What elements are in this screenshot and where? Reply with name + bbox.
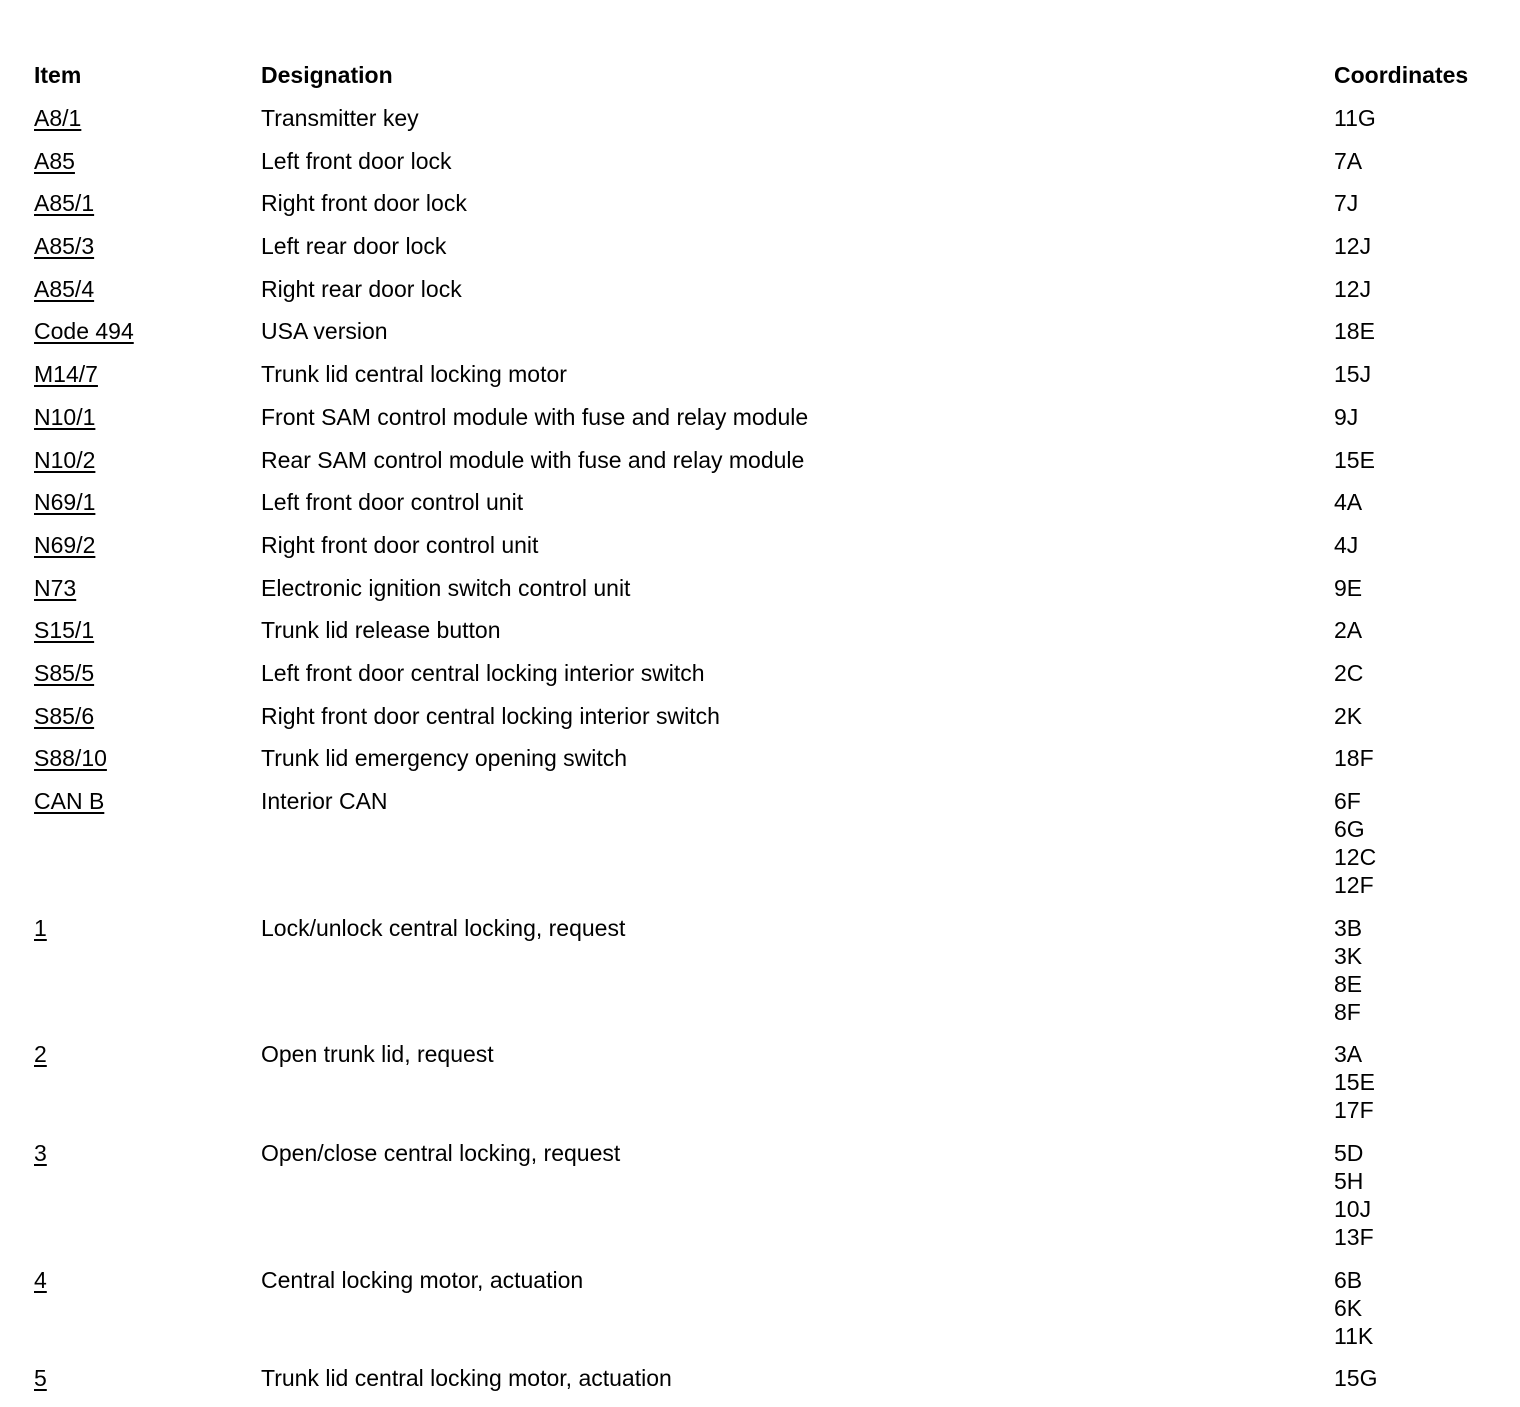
designation-text: Left front door central locking interior switch bbox=[261, 659, 705, 686]
item-link[interactable]: A85 bbox=[34, 147, 75, 174]
item-link[interactable]: 2 bbox=[34, 1041, 47, 1068]
designation-text: Front SAM control module with fuse and relay module bbox=[261, 403, 809, 430]
table-row bbox=[34, 574, 1504, 617]
item-link[interactable]: N69/2 bbox=[34, 531, 96, 558]
item-link[interactable]: S85/5 bbox=[34, 659, 95, 686]
table-row bbox=[34, 317, 1504, 360]
designation-text: Trunk lid central locking motor, actuation bbox=[261, 1365, 672, 1392]
header-designation: Designation bbox=[261, 62, 393, 88]
table-row bbox=[34, 914, 1504, 1041]
designation-text: Open/close central locking, request bbox=[261, 1140, 621, 1167]
coordinate-value: 5D bbox=[1334, 1140, 1364, 1167]
designation-text: Trunk lid central locking motor bbox=[261, 361, 567, 388]
coordinate-value: 9E bbox=[1334, 574, 1363, 601]
table-row bbox=[34, 1364, 1504, 1407]
header-item: Item bbox=[34, 62, 82, 88]
coordinate-value: 15G bbox=[1334, 1365, 1378, 1392]
designation-text: Right front door lock bbox=[261, 190, 467, 217]
coordinates-list bbox=[1334, 702, 1504, 730]
designation-text: Interior CAN bbox=[261, 788, 388, 814]
item-link[interactable]: N69/1 bbox=[34, 489, 96, 516]
designation-text: USA version bbox=[261, 318, 388, 345]
designation-text: Right front door control unit bbox=[261, 531, 539, 558]
item-link[interactable]: 5 bbox=[34, 1365, 47, 1392]
table-row bbox=[34, 232, 1504, 275]
table-row bbox=[34, 189, 1504, 232]
coordinate-value: 3A bbox=[1334, 1041, 1363, 1068]
coordinate-value: 15E bbox=[1334, 446, 1375, 473]
table-row bbox=[34, 488, 1504, 531]
designation-text: Trunk lid emergency opening switch bbox=[261, 745, 628, 772]
coordinate-value: 12J bbox=[1334, 233, 1372, 260]
item-link[interactable]: M14/7 bbox=[34, 361, 98, 388]
coordinates-list bbox=[1334, 659, 1504, 687]
designation-text: Trunk lid release button bbox=[261, 617, 501, 644]
coordinates-list bbox=[1334, 1139, 1504, 1251]
designation-text: Transmitter key bbox=[261, 105, 419, 131]
coordinates-list bbox=[1334, 1266, 1504, 1350]
table-row bbox=[34, 1139, 1504, 1266]
header-coordinates: Coordinates bbox=[1334, 62, 1469, 88]
coordinates-list bbox=[1334, 275, 1504, 303]
coordinate-value: 7A bbox=[1334, 147, 1363, 174]
coordinate-value: 15E bbox=[1334, 1069, 1375, 1096]
coordinate-value: 3K bbox=[1334, 942, 1363, 969]
coordinates-list bbox=[1334, 317, 1504, 345]
coordinate-value: 5H bbox=[1334, 1168, 1364, 1195]
item-link[interactable]: A85/4 bbox=[34, 275, 95, 302]
coordinates-list bbox=[1334, 616, 1504, 644]
table-row bbox=[34, 275, 1504, 318]
item-link[interactable]: N10/2 bbox=[34, 446, 96, 473]
coordinate-value: 11K bbox=[1334, 1322, 1374, 1349]
coordinate-value: 3B bbox=[1334, 914, 1363, 941]
item-link[interactable]: S88/10 bbox=[34, 745, 107, 772]
table-row bbox=[34, 1266, 1504, 1365]
designation-text: Central locking motor, actuation bbox=[261, 1266, 584, 1293]
table-row bbox=[34, 147, 1504, 190]
coordinate-value: 2C bbox=[1334, 659, 1364, 686]
coordinates-list bbox=[1334, 189, 1504, 217]
coordinates-list bbox=[1334, 1364, 1504, 1392]
coordinate-value: 7J bbox=[1334, 190, 1359, 217]
coordinates-list bbox=[1334, 574, 1504, 602]
item-link[interactable]: S15/1 bbox=[34, 617, 95, 644]
coordinates-list bbox=[1334, 488, 1504, 516]
coordinate-value: 4J bbox=[1334, 531, 1359, 558]
designation-text: Rear SAM control module with fuse and relay module bbox=[261, 446, 805, 473]
item-link[interactable]: 4 bbox=[34, 1266, 47, 1293]
item-link[interactable]: Code 494 bbox=[34, 318, 134, 345]
coordinate-value: 12F bbox=[1334, 872, 1374, 898]
item-link[interactable]: S85/6 bbox=[34, 702, 95, 729]
coordinate-value: 17F bbox=[1334, 1097, 1374, 1124]
coordinate-value: 6B bbox=[1334, 1266, 1363, 1293]
table-row bbox=[34, 403, 1504, 446]
coordinate-value: 11G bbox=[1334, 105, 1376, 131]
coordinate-value: 6K bbox=[1334, 1294, 1363, 1321]
coordinates-list bbox=[1334, 531, 1504, 559]
table-row bbox=[34, 659, 1504, 702]
table-row bbox=[34, 744, 1504, 787]
designation-text: Left front door control unit bbox=[261, 489, 524, 516]
table-row bbox=[34, 446, 1504, 489]
designation-text: Left front door lock bbox=[261, 147, 452, 174]
coordinates-list bbox=[1334, 446, 1504, 474]
coordinate-value: 18E bbox=[1334, 318, 1375, 345]
table-row bbox=[34, 531, 1504, 574]
coordinate-value: 6G bbox=[1334, 816, 1365, 842]
coordinate-value: 13F bbox=[1334, 1224, 1374, 1251]
table-row bbox=[34, 104, 1504, 147]
coordinates-list bbox=[1334, 914, 1504, 1026]
coordinate-value: 12J bbox=[1334, 275, 1372, 302]
table-row bbox=[34, 787, 1504, 914]
coordinates-list bbox=[1334, 232, 1504, 260]
coordinate-value: 2K bbox=[1334, 702, 1363, 729]
designation-text: Right rear door lock bbox=[261, 275, 462, 302]
coordinate-value: 8E bbox=[1334, 970, 1363, 997]
designation-text: Electronic ignition switch control unit bbox=[261, 574, 631, 601]
coordinate-value: 18F bbox=[1334, 745, 1374, 772]
coordinate-value: 10J bbox=[1334, 1196, 1372, 1223]
coordinate-value: 9J bbox=[1334, 403, 1359, 430]
coordinates-list bbox=[1334, 147, 1504, 175]
table-row bbox=[34, 1040, 1504, 1139]
designation-text: Left rear door lock bbox=[261, 233, 447, 260]
item-link[interactable]: N73 bbox=[34, 574, 77, 601]
designation-text: Lock/unlock central locking, request bbox=[261, 914, 626, 941]
coordinates-list bbox=[1334, 787, 1504, 899]
designation-text: Right front door central locking interior switch bbox=[261, 702, 720, 729]
component-table bbox=[34, 104, 1504, 1407]
coordinate-value: 15J bbox=[1334, 361, 1372, 388]
coordinates-list bbox=[1334, 1040, 1504, 1124]
table-header bbox=[34, 62, 1504, 94]
coordinate-value: 6F bbox=[1334, 788, 1361, 814]
coordinates-list bbox=[1334, 403, 1504, 431]
coordinate-value: 12C bbox=[1334, 844, 1377, 870]
item-link[interactable]: CAN B bbox=[34, 788, 105, 814]
item-link[interactable]: 3 bbox=[34, 1140, 47, 1167]
coordinate-value: 2A bbox=[1334, 617, 1363, 644]
coordinates-list bbox=[1334, 360, 1504, 388]
table-row bbox=[34, 702, 1504, 745]
item-link[interactable]: N10/1 bbox=[34, 403, 96, 430]
item-link[interactable]: A85/1 bbox=[34, 190, 95, 217]
table-row bbox=[34, 616, 1504, 659]
item-link[interactable]: A8/1 bbox=[34, 105, 82, 131]
coordinate-value: 4A bbox=[1334, 489, 1363, 516]
coordinate-value: 8F bbox=[1334, 998, 1361, 1025]
table-row bbox=[34, 360, 1504, 403]
item-link[interactable]: A85/3 bbox=[34, 233, 95, 260]
coordinates-list bbox=[1334, 104, 1504, 132]
item-link[interactable]: 1 bbox=[34, 914, 47, 941]
designation-text: Open trunk lid, request bbox=[261, 1041, 494, 1068]
coordinates-list bbox=[1334, 744, 1504, 772]
